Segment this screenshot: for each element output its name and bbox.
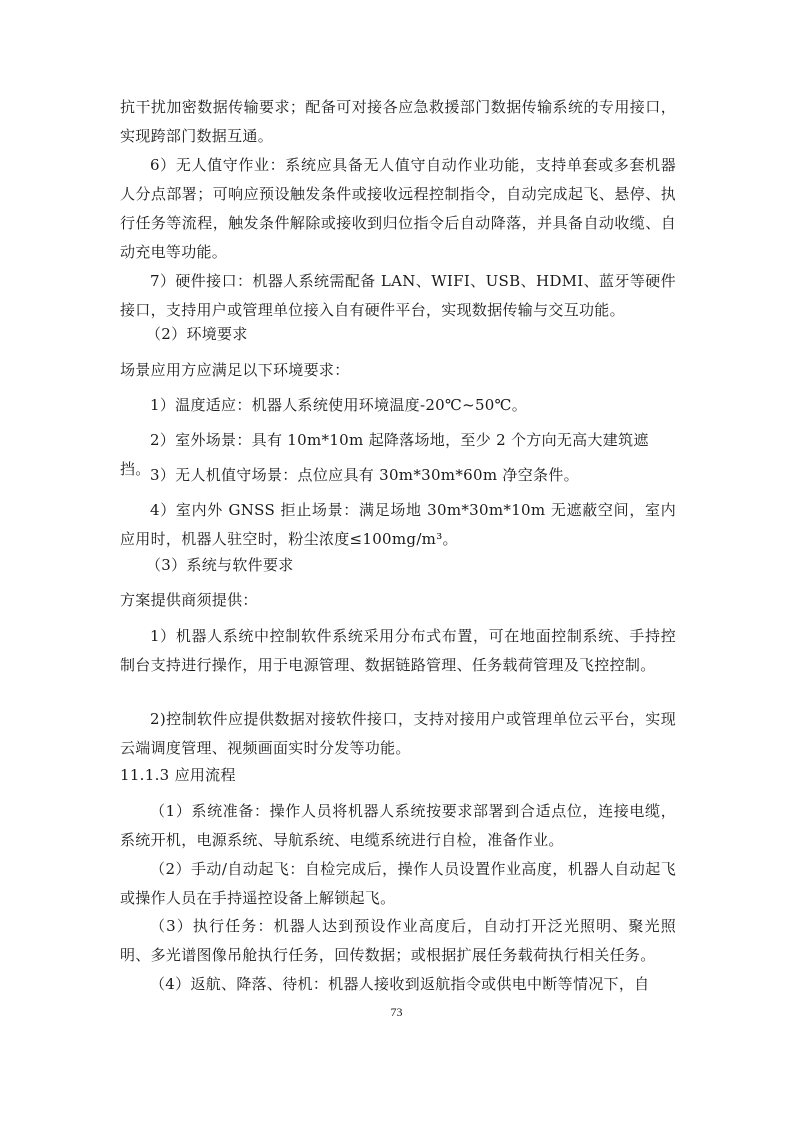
paragraph-drone-scene: 3）无人机值守场景：点位应具有 30m*30m*60m 净空条件。 [150,466,579,484]
paragraph-hardware-interface: 7）硬件接口：机器人系统需配备 LAN、WIFI、USB、HDMI、蓝牙等硬件接口，支持用户或管理单位接入自有硬件平台，实现数据传输与交互功能。 [120,272,676,319]
paragraph-takeoff: （2）手动/自动起飞：自检完成后，操作人员设置作业高度，机器人自动起飞或操作人员在手持遥控设备上解锁起飞。 [120,860,676,907]
paragraph-software-interface: 2)控制软件应提供数据对接软件接口，支持对接用户或管理单位云平台，实现云端调度管理、视频画面实时分发等功能。 [120,710,676,757]
paragraph-environment-intro: 场景应用方应满足以下环境要求： [120,361,350,379]
paragraph-provider-intro: 方案提供商须提供： [120,591,258,609]
paragraph-temperature: 1）温度适应：机器人系统使用环境温度-20℃~50℃。 [150,396,528,414]
page-number: 73 [390,1005,403,1019]
paragraph-data-transmission-cont: 抗干扰加密数据传输要求；配备可对接各应急救援部门数据传输系统的专用接口，实现跨部门数据互通。 [120,98,676,145]
heading-system-software-requirements: （3）系统与软件要求 [146,556,294,574]
paragraph-unattended-operation: 6）无人值守作业：系统应具备无人值守自动作业功能，支持单套或多套机器人分点部署；可响应预设触发条件或接收远程控制指令，自动完成起飞、悬停、执行任务等流程，触发条件解除或接收到归位指令后自动降落，并具备自动收缆、自动充电等功能。 [120,156,676,261]
paragraph-gnss-scene: 4）室内外 GNSS 拒止场景：满足场地 30m*30m*10m 无遮蔽空间，室内应用时，机器人驻空时，粉尘浓度≤100mg/m³。 [120,501,676,548]
paragraph-return-landing: （4）返航、降落、待机：机器人接收到返航指令或供电中断等情况下，自 [150,975,650,993]
paragraph-outdoor-scene: 2）室外场景：具有 10m*10m 起降落场地，至少 2 个方向无高大建筑遮挡。 [120,431,649,478]
paragraph-system-preparation: （1）系统准备：操作人员将机器人系统按要求部署到合适点位，连接电缆，系统开机，电源系统、导航系统、电缆系统进行自检，准备作业。 [120,802,676,849]
heading-application-process: 11.1.3 应用流程 [120,766,236,784]
heading-environment-requirements: （2）环境要求 [146,325,248,343]
paragraph-execute-task: （3）执行任务：机器人达到预设作业高度后，自动打开泛光照明、聚光照明、多光谱图像吊舱执行任务，回传数据；或根据扩展任务载荷执行相关任务。 [120,917,676,964]
paragraph-control-software: 1）机器人系统中控制软件系统采用分布式布置，可在地面控制系统、手持控制台支持进行操作，用于电源管理、数据链路管理、任务载荷管理及飞控控制。 [120,627,676,674]
